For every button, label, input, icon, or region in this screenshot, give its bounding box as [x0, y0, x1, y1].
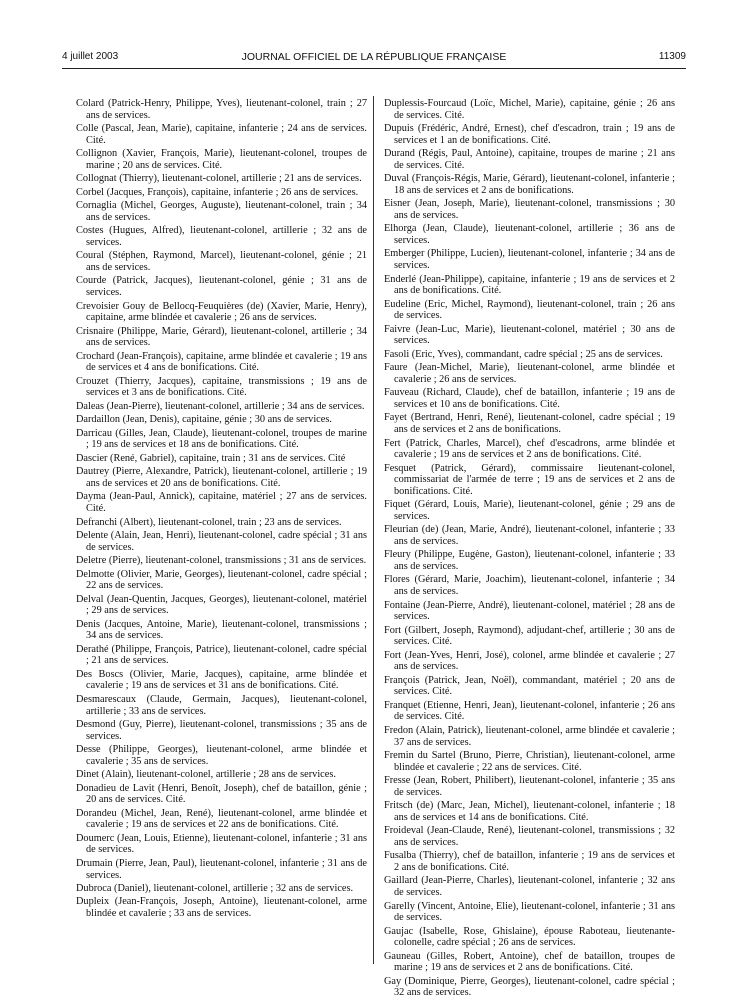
header-date: 4 juillet 2003 [62, 51, 119, 62]
list-item: Deletre (Pierre), lieutenant-colonel, transmissions ; 31 ans de services. [76, 555, 367, 567]
list-item: Crisnaire (Philippe, Marie, Gérard), lieutenant-colonel, artillerie ; 34 ans de services. [76, 325, 367, 349]
list-item: François (Patrick, Jean, Noël), commandant, matériel ; 20 ans de services. Cité. [384, 674, 675, 698]
list-item: Faure (Jean-Michel, Marie), lieutenant-colonel, arme blindée et cavalerie ; 26 ans de services. [384, 362, 675, 385]
list-item: Garelly (Vincent, Antoine, Elie), lieutenant-colonel, infanterie ; 31 ans de services. [384, 900, 675, 924]
list-item: Fleurian (de) (Jean, Marie, André), lieutenant-colonel, infanterie ; 33 ans de services. [384, 524, 675, 547]
list-item: Delmotte (Olivier, Marie, Georges), lieutenant-colonel, cadre spécial ; 22 ans de services. [76, 568, 367, 592]
list-item: Desmond (Guy, Pierre), lieutenant-colonel, transmissions ; 35 ans de services. [76, 719, 367, 742]
list-item: Des Boscs (Olivier, Marie, Jacques), capitaine, arme blindée et cavalerie ; 19 ans de services et 31 ans de bonifications. Cité. [76, 668, 367, 692]
list-item: Dascier (René, Gabriel), capitaine, train ; 31 ans de services. Cité [76, 452, 346, 464]
list-item: Courde (Patrick, Jacques), lieutenant-colonel, génie ; 31 ans de services. [76, 275, 367, 299]
list-item: Desmarescaux (Claude, Germain, Jacques), lieutenant-colonel, artillerie ; 33 ans de services. [76, 693, 367, 717]
list-item: Collignon (Xavier, François, Marie), lieutenant-colonel, troupes de marine ; 20 ans de services. Cité. [76, 148, 367, 171]
list-item: Dinet (Alain), lieutenant-colonel, artillerie ; 28 ans de services. [76, 769, 336, 781]
list-item: Coural (Stéphen, Raymond, Marcel), lieutenant-colonel, génie ; 21 ans de services. [76, 250, 367, 273]
list-item: Duplessis-Fourcaud (Loïc, Michel, Marie), capitaine, génie ; 26 ans de services. Cité. [384, 98, 675, 121]
list-item: Desse (Philippe, Georges), lieutenant-colonel, arme blindée et cavalerie ; 35 ans de services. [76, 744, 367, 767]
list-item: Crochard (Jean-François), capitaine, arme blindée et cavalerie ; 19 ans de services et 4 ans de bonifications. Cité. [76, 350, 367, 374]
list-item: Faivre (Jean-Luc, Marie), lieutenant-colonel, matériel ; 30 ans de services. [384, 323, 675, 347]
list-item: Collognat (Thierry), lieutenant-colonel, artillerie ; 21 ans de services. [76, 173, 362, 185]
list-item: Corbel (Jacques, François), capitaine, infanterie ; 26 ans de services. [76, 186, 359, 198]
list-item: Fiquet (Gérard, Louis, Marie), lieutenant-colonel, génie ; 29 ans de services. [384, 499, 675, 522]
list-item: Cornaglia (Michel, Georges, Auguste), lieutenant-colonel, train ; 34 ans de services. [76, 200, 367, 223]
list-item: Dayma (Jean-Paul, Annick), capitaine, matériel ; 27 ans de services. Cité. [76, 491, 367, 515]
header-rule [62, 68, 686, 69]
list-item: Enderlé (Jean-Philippe), capitaine, infanterie ; 19 ans de services et 2 ans de bonifications. Cité. [384, 273, 675, 297]
list-item: Fusalba (Thierry), chef de bataillon, infanterie ; 19 ans de services et 2 ans de bonifications. Cité. [384, 850, 675, 873]
list-item: Crevoisier Gouy de Bellocq-Feuquières (de) (Xavier, Marie, Henry), capitaine, arme blindée et cavalerie ; 26 ans de services. [76, 300, 367, 324]
list-item: Eudeline (Eric, Michel, Raymond), lieutenant-colonel, train ; 26 ans de services. [384, 298, 675, 322]
list-item: Fert (Patrick, Charles, Marcel), chef d'escadrons, arme blindée et cavalerie ; 19 ans de services et 2 ans de bonifications. Cité. [384, 437, 675, 461]
list-item: Dupuis (Frédéric, André, Ernest), chef d'escadron, train ; 19 ans de services et 1 an de bonifications. Cité. [384, 123, 675, 146]
list-item: Eisner (Jean, Joseph, Marie), lieutenant-colonel, transmissions ; 30 ans de services. [384, 198, 675, 221]
list-item: Gauneau (Gilles, Robert, Antoine), chef de bataillon, troupes de marine ; 19 ans de services et 2 ans de bonifications. Cité. [384, 950, 675, 974]
list-item: Froideval (Jean-Claude, René), lieutenant-colonel, transmissions ; 32 ans de services. [384, 825, 675, 848]
right-column [384, 98, 675, 1001]
list-item: Emberger (Philippe, Lucien), lieutenant-colonel, infanterie ; 34 ans de services. [384, 248, 675, 272]
list-item: Denis (Jacques, Antoine, Marie), lieutenant-colonel, transmissions ; 34 ans de services. [76, 618, 367, 642]
list-item: Crouzet (Thierry, Jacques), capitaine, transmissions ; 19 ans de services et 3 ans de bonifications. Cité. [76, 375, 367, 399]
list-item: Derathé (Philippe, François, Patrice), lieutenant-colonel, cadre spécial ; 21 ans de services. [76, 643, 367, 667]
list-item: Fayet (Bertrand, Henri, René), lieutenant-colonel, cadre spécial ; 19 ans de services et 2 ans de bonifications. [384, 412, 675, 436]
header-page-number: 11309 [658, 51, 686, 62]
list-item: Franquet (Etienne, Henri, Jean), lieutenant-colonel, infanterie ; 26 ans de services. Cité. [384, 699, 675, 723]
left-column [76, 98, 367, 922]
page-header [62, 51, 686, 67]
list-item: Delente (Alain, Jean, Henri), lieutenant-colonel, cadre spécial ; 31 ans de services. [76, 530, 367, 553]
list-item: Dorandeu (Michel, Jean, René), lieutenant-colonel, arme blindée et cavalerie ; 19 ans de services et 22 ans de bonifications. Cité. [76, 807, 367, 831]
list-item: Fauveau (Richard, Claude), chef de bataillon, infanterie ; 19 ans de services et 10 ans de bonifications. Cité. [384, 387, 675, 410]
list-item: Fesquet (Patrick, Gérard), commissaire lieutenant-colonel, commissariat de l'armée de terre ; 19 ans de services et 2 ans de bonifications. Cité. [384, 462, 675, 497]
list-item: Fort (Jean-Yves, Henri, José), colonel, arme blindée et cavalerie ; 27 ans de services. [384, 649, 675, 673]
list-item: Gaillard (Jean-Pierre, Charles), lieutenant-colonel, infanterie ; 32 ans de services. [384, 875, 675, 899]
list-item: Flores (Gérard, Marie, Joachim), lieutenant-colonel, infanterie ; 34 ans de services. [384, 574, 675, 598]
list-item: Colard (Patrick-Henry, Philippe, Yves), lieutenant-colonel, train ; 27 ans de services. [76, 98, 367, 121]
list-item: Fresse (Jean, Robert, Philibert), lieutenant-colonel, infanterie ; 35 ans de services. [384, 775, 675, 798]
list-item: Fontaine (Jean-Pierre, André), lieutenant-colonel, matériel ; 28 ans de services. [384, 599, 675, 623]
list-item: Dautrey (Pierre, Alexandre, Patrick), lieutenant-colonel, artillerie ; 19 ans de services et 20 ans de bonifications. Cité. [76, 466, 367, 489]
list-item: Colle (Pascal, Jean, Marie), capitaine, infanterie ; 24 ans de services. Cité. [76, 123, 367, 146]
header-title: JOURNAL OFFICIEL DE LA RÉPUBLIQUE FRANÇAISE [241, 51, 507, 63]
list-item: Gay (Dominique, Pierre, Georges), lieutenant-colonel, cadre spécial ; 32 ans de services. [384, 975, 675, 999]
list-item: Fremin du Sartel (Bruno, Pierre, Christian), lieutenant-colonel, arme blindée et cavalerie ; 22 ans de services. Cité. [384, 750, 675, 773]
list-item: Elhorga (Jean, Claude), lieutenant-colonel, artillerie ; 36 ans de services. [384, 223, 675, 246]
list-item: Defranchi (Albert), lieutenant-colonel, train ; 23 ans de services. [76, 516, 342, 528]
column-divider [373, 96, 374, 964]
list-item: Drumain (Pierre, Jean, Paul), lieutenant-colonel, infanterie ; 31 ans de services. [76, 857, 367, 881]
list-item: Fritsch (de) (Marc, Jean, Michel), lieutenant-colonel, infanterie ; 18 ans de services et 14 ans de bonifications. Cité. [384, 800, 675, 823]
list-item: Dardaillon (Jean, Denis), capitaine, génie ; 30 ans de services. [76, 414, 332, 426]
list-item: Delval (Jean-Quentin, Jacques, Georges), lieutenant-colonel, matériel ; 29 ans de services. [76, 593, 367, 617]
list-item: Durand (Régis, Paul, Antoine), capitaine, troupes de marine ; 21 ans de services. Cité. [384, 148, 675, 171]
list-item: Fort (Gilbert, Joseph, Raymond), adjudant-chef, artillerie ; 30 ans de services. Cité. [384, 624, 675, 648]
list-item: Darricau (Gilles, Jean, Claude), lieutenant-colonel, troupes de marine ; 19 ans de services et 18 ans de bonifications. Cité. [76, 427, 367, 451]
list-item: Duval (François-Régis, Marie, Gérard), lieutenant-colonel, infanterie ; 18 ans de services et 2 ans de bonifications. [384, 173, 675, 196]
list-item: Gaujac (Isabelle, Rose, Ghislaine), épouse Raboteau, lieutenante-colonelle, cadre spécial ; 26 ans de services. [384, 925, 675, 949]
list-item: Daleas (Jean-Pierre), lieutenant-colonel, artillerie ; 34 ans de services. [76, 400, 365, 412]
list-item: Doumerc (Jean, Louis, Etienne), lieutenant-colonel, infanterie ; 31 ans de services. [76, 832, 367, 856]
list-item: Fleury (Philippe, Eugène, Gaston), lieutenant-colonel, infanterie ; 33 ans de services. [384, 549, 675, 572]
list-item: Costes (Hugues, Alfred), lieutenant-colonel, artillerie ; 32 ans de services. [76, 225, 367, 248]
list-item: Fasoli (Eric, Yves), commandant, cadre spécial ; 25 ans de services. [384, 348, 663, 360]
list-item: Dubroca (Daniel), lieutenant-colonel, artillerie ; 32 ans de services. [76, 882, 354, 894]
list-item: Fredon (Alain, Patrick), lieutenant-colonel, arme blindée et cavalerie ; 37 ans de services. [384, 724, 675, 748]
list-item: Dupleix (Jean-François, Joseph, Antoine), lieutenant-colonel, arme blindée et cavalerie ; 33 ans de services. [76, 896, 367, 920]
list-item: Donadieu de Lavit (Henri, Benoît, Joseph), chef de bataillon, génie ; 20 ans de services. Cité. [76, 782, 367, 806]
